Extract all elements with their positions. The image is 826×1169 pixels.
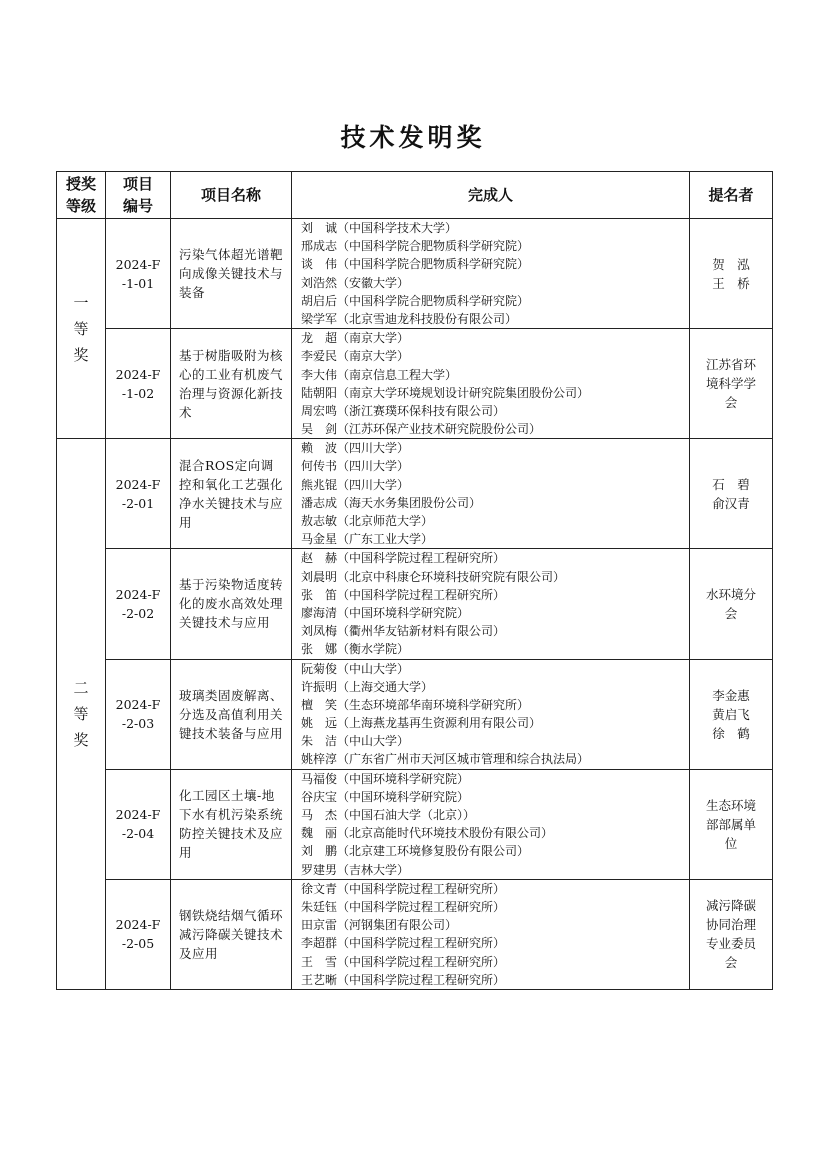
project-code-cell	[106, 769, 171, 879]
completer-entry: 周宏鸣（浙江赛璞环保科技有限公司）	[301, 403, 506, 418]
completer-entry: 朱廷钰（中国科学院过程工程研究所）	[301, 899, 506, 914]
nominator-line: 会	[724, 605, 738, 621]
project-code-line: 2024-F	[115, 256, 161, 272]
completers-cell	[292, 219, 690, 329]
project-code-line: 2024-F	[115, 697, 161, 713]
completer-entry: 刘 鹏（北京建工环境修复股份有限公司）	[301, 844, 530, 859]
nominator-line: 减污降碳	[705, 898, 756, 914]
award-table	[56, 171, 773, 990]
header-nominator: 提名者	[690, 172, 773, 219]
nominator-cell	[690, 879, 773, 989]
project-code-cell	[106, 879, 171, 989]
award-grade-char: 奖	[73, 731, 89, 750]
completer-entry: 胡启后（中国科学院合肥物质科学研究院）	[301, 293, 530, 308]
project-code-cell	[106, 549, 171, 659]
completer-entry: 潘志成（海天水务集团股份公司）	[301, 495, 482, 510]
nominator-line: 专业委员	[705, 936, 756, 952]
project-name-cell: 钢铁烧结烟气循环减污降碳关键技术及应用	[171, 879, 292, 989]
award-grade-char: 奖	[73, 345, 89, 364]
award-grade-char: 一	[73, 293, 89, 312]
nominator-line: 贺 泓	[712, 256, 750, 272]
project-code-line: 2024-F	[115, 476, 161, 492]
completer-entry: 马福俊（中国环境科学研究院）	[301, 771, 470, 786]
completer-entry: 梁学军（北京雪迪龙科技股份有限公司）	[301, 311, 518, 326]
completer-entry: 邢成志（中国科学院合肥物质科学研究院）	[301, 239, 530, 254]
nominator-cell	[690, 769, 773, 879]
completers-cell	[292, 879, 690, 989]
completers-cell	[292, 769, 690, 879]
completer-entry: 刘 诚（中国科学技术大学）	[301, 221, 458, 235]
nominator-cell	[690, 549, 773, 659]
project-code-line: 2024-F	[115, 917, 161, 933]
table-row	[57, 659, 773, 769]
table-row	[57, 549, 773, 659]
completers-cell	[292, 659, 690, 769]
completer-entry: 田京雷（河钢集团有限公司）	[301, 918, 458, 933]
header-grade: 授奖 等级	[57, 172, 106, 219]
project-code-line: -2-02	[121, 605, 155, 621]
award-grade-cell	[57, 439, 106, 990]
table-row	[57, 219, 773, 329]
project-name-cell: 基于树脂吸附为核心的工业有机废气治理与资源化新技术	[171, 329, 292, 439]
table-row	[57, 769, 773, 879]
completer-entry: 李爱民（南京大学）	[301, 349, 410, 364]
nominator-line: 境科学学	[705, 376, 756, 392]
nominator-line: 王 桥	[712, 275, 750, 291]
completer-entry: 龙 超（南京大学）	[301, 331, 410, 346]
table-header-row	[57, 172, 773, 219]
project-code-line: 2024-F	[115, 366, 161, 382]
completer-entry: 张 娜（衡水学院）	[301, 642, 410, 657]
completer-entry: 刘浩然（安徽大学）	[301, 275, 410, 290]
completer-entry: 何传书（四川大学）	[301, 459, 410, 474]
page-title: 技术发明奖	[340, 123, 486, 152]
completer-entry: 刘凤梅（衢州华友钴新材料有限公司）	[301, 624, 506, 639]
award-grade-char: 二	[73, 679, 89, 698]
project-code-line: 2024-F	[115, 807, 161, 823]
nominator-line: 黄启飞	[712, 706, 750, 722]
completer-entry: 谷庆宝（中国环境科学研究院）	[301, 789, 470, 804]
nominator-line: 位	[724, 835, 738, 851]
completers-cell	[292, 549, 690, 659]
award-grade-cell	[57, 219, 106, 439]
table-row	[57, 879, 773, 989]
completer-entry: 熊兆锟（四川大学）	[301, 477, 410, 492]
nominator-cell	[690, 219, 773, 329]
project-code-line: 2024-F	[115, 586, 161, 602]
project-name-cell: 基于污染物适度转化的废水高效处理关键技术与应用	[171, 549, 292, 659]
completer-entry: 张 笛（中国科学院过程工程研究所）	[301, 587, 506, 602]
completer-entry: 廖海清（中国环境科学研究院）	[301, 605, 470, 620]
nominator-line: 协同治理	[705, 917, 756, 933]
project-code-line: -2-03	[121, 716, 155, 732]
project-code-cell	[106, 659, 171, 769]
nominator-line: 石 碧	[712, 476, 750, 492]
table-row	[57, 329, 773, 439]
completer-entry: 马 杰（中国石油大学（北京））	[301, 808, 476, 822]
project-code-cell	[106, 219, 171, 329]
completer-entry: 敖志敏（北京师范大学）	[301, 514, 434, 528]
project-code-line: -1-02	[121, 385, 155, 401]
header-completers: 完成人	[292, 172, 690, 219]
completer-entry: 陆朝阳（南京大学环境规划设计研究院集团股份公司）	[301, 385, 590, 400]
project-name-cell: 污染气体超光谱靶向成像关键技术与装备	[171, 219, 292, 329]
completer-entry: 王艺晰（中国科学院过程工程研究所）	[301, 972, 506, 987]
project-code-line: -1-01	[121, 275, 155, 291]
completer-entry: 李大伟（南京信息工程大学）	[301, 367, 458, 382]
completer-entry: 刘晨明（北京中科康仑环境科技研究院有限公司）	[301, 569, 566, 584]
nominator-line: 江苏省环	[705, 357, 756, 373]
nominator-line: 会	[724, 955, 738, 971]
completer-entry: 檀 笑（生态环境部华南环境科学研究所）	[301, 697, 530, 712]
completer-entry: 李超群（中国科学院过程工程研究所）	[301, 936, 506, 951]
header-project-name: 项目名称	[171, 172, 292, 219]
project-name-cell: 化工园区土壤-地下水有机污染系统防控关键技术及应用	[171, 769, 292, 879]
nominator-cell	[690, 439, 773, 549]
completer-entry: 谈 伟（中国科学院合肥物质科学研究院）	[301, 257, 530, 272]
completer-entry: 阮菊俊（中山大学）	[301, 661, 410, 676]
completer-entry: 姚 远（上海燕龙基再生资源利用有限公司）	[301, 716, 542, 731]
nominator-line: 生态环境	[705, 797, 756, 813]
completer-entry: 吴 剑（江苏环保产业技术研究院股份公司）	[301, 422, 542, 437]
nominator-line: 李金惠	[712, 687, 750, 703]
project-code-cell	[106, 329, 171, 439]
header-code: 项目 编号	[106, 172, 171, 219]
nominator-line: 水环境分	[705, 586, 756, 602]
completer-entry: 朱 洁（中山大学）	[301, 734, 410, 749]
nominator-cell	[690, 659, 773, 769]
completer-entry: 赖 波（四川大学）	[301, 441, 410, 456]
completer-entry: 赵 赫（中国科学院过程工程研究所）	[301, 551, 506, 566]
table-body	[57, 219, 773, 990]
completer-entry: 姚梓淳（广东省广州市天河区城市管理和综合执法局）	[301, 752, 590, 767]
completer-entry: 马金星（广东工业大学）	[301, 532, 434, 547]
completers-cell	[292, 439, 690, 549]
completer-entry: 许振明（上海交通大学）	[301, 679, 434, 694]
completer-entry: 徐文青（中国科学院过程工程研究所）	[301, 881, 506, 896]
completer-entry: 罗建男（吉林大学）	[301, 862, 410, 877]
project-code-line: -2-04	[121, 826, 155, 842]
nominator-cell	[690, 329, 773, 439]
project-name-cell: 混合ROS定向调控和氧化工艺强化净水关键技术与应用	[171, 439, 292, 549]
completer-entry: 魏 丽（北京高能时代环境技术股份有限公司）	[301, 826, 554, 841]
completers-cell	[292, 329, 690, 439]
nominator-line: 俞汉青	[712, 495, 750, 511]
completer-entry: 王 雪（中国科学院过程工程研究所）	[301, 954, 506, 969]
award-grade-char: 等	[73, 319, 89, 338]
nominator-line: 会	[724, 395, 738, 411]
table-row	[57, 439, 773, 549]
nominator-line: 部部属单	[705, 816, 756, 832]
nominator-line: 徐 鹤	[712, 725, 750, 741]
project-code-cell	[106, 439, 171, 549]
project-code-line: -2-01	[121, 495, 155, 511]
project-name-cell: 玻璃类固废解离、分选及高值利用关键技术装备与应用	[171, 659, 292, 769]
project-code-line: -2-05	[121, 936, 155, 952]
award-grade-char: 等	[73, 705, 89, 724]
